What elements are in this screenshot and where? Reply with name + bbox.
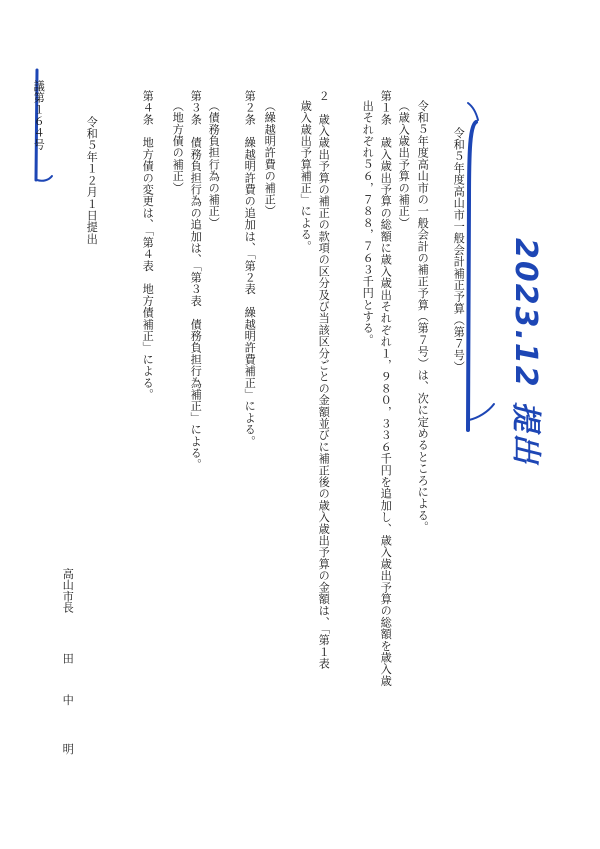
section-heading: （繰越明許費の補正）: [263, 100, 277, 217]
signer-name-char: 田: [61, 652, 75, 665]
title-bracket: [468, 122, 476, 430]
article-1-line-1: 第１条 歳入歳出予算の総額に歳入歳出それぞれ１，９８０，３３６千円を追加し、歳入歳出予算の総額を歳入歳: [379, 90, 393, 687]
document-title: 令和５年度高山市一般会計補正予算（第７号）: [452, 127, 466, 373]
bill-number: 議第１６４号: [32, 80, 46, 151]
article-1-para-2-line-1: ２ 歳入歳出予算の補正の款項の区分及び当該区分ごとの金額並びに補正後の歳入歳出予算の金額は、「第１表: [317, 90, 331, 670]
preamble-line: 令和５年度高山市の一般会計の補正予算（第７号）は、次に定めるところによる。: [416, 100, 430, 533]
article-1-para-2-line-2: 歳入歳出予算補正」による。: [299, 100, 313, 253]
article-2-line: 第２条 繰越明許費の追加は、「第２表 繰越明許費補正」による。: [243, 90, 257, 448]
section-heading: （地方債の補正）: [171, 100, 185, 194]
article-3-line: 第３条 債務負担行為の追加は、「第３表 債務負担行為補正」による。: [189, 90, 203, 471]
article-4-line: 第４条 地方債の変更は、「第４表 地方債補正」による。: [141, 90, 155, 401]
section-heading: （債務負担行為の補正）: [207, 100, 221, 229]
signer-name-char: 中: [61, 694, 75, 706]
title-underline: [469, 404, 494, 420]
section-heading: （歳入歳出予算の補正）: [397, 100, 411, 229]
signer-name-char: 明: [61, 743, 75, 755]
bill-number-underline: [37, 176, 52, 181]
submission-date: 令和５年１２月１日提出: [85, 116, 99, 245]
handwritten-annotation: 2023.12 提出: [508, 238, 543, 466]
title-top-mark: [468, 103, 478, 120]
article-1-line-2: 出それぞれ５６，７８８，７６３千円とする。: [361, 100, 375, 346]
signer-title: 高山市長: [61, 568, 75, 613]
signature-block: [62, 568, 73, 754]
